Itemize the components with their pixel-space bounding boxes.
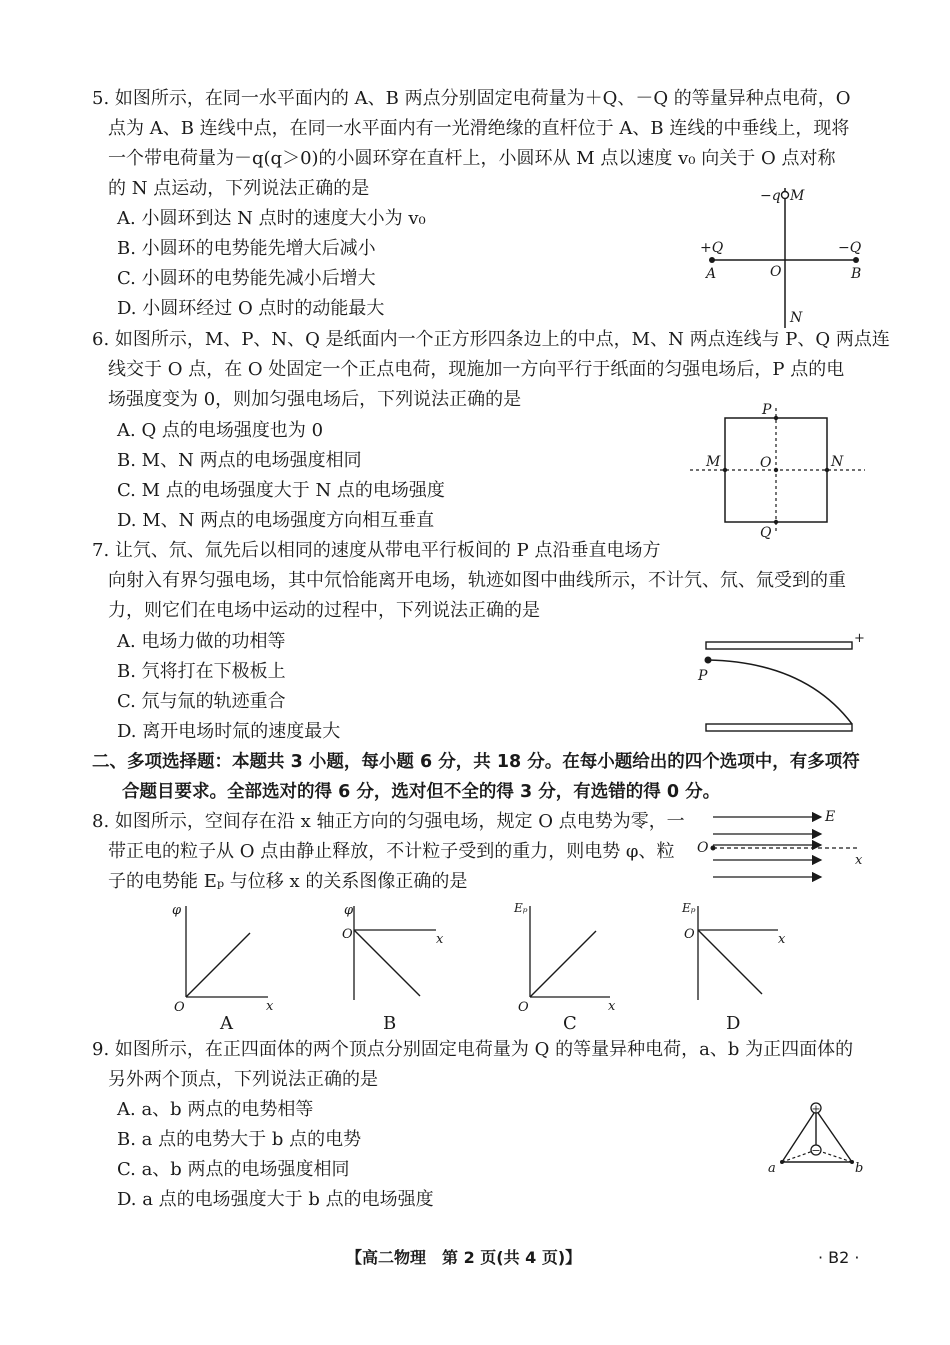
q6-label-m: M bbox=[706, 454, 721, 470]
q8-label-x: x bbox=[855, 853, 863, 868]
q9-label-b: b bbox=[855, 1161, 864, 1176]
q5-label-m: M bbox=[790, 188, 805, 204]
q6-line-2: 线交于 O 点，在 O 处固定一个正点电荷，现施加一方向平行于纸面的匀强电场后，P 点的电 bbox=[108, 359, 845, 380]
q7-option-b: B. 氕将打在下极板上 bbox=[117, 661, 286, 682]
q6-point-m bbox=[723, 468, 727, 472]
q9-edge-b-bottom bbox=[816, 1150, 852, 1162]
q9-line-2: 另外两个顶点，下列说法正确的是 bbox=[108, 1069, 378, 1090]
q6-label-o: O bbox=[760, 455, 772, 471]
q6-line-1: 6. 如图所示，M、P、N、Q 是纸面内一个正方形四条边上的中点，M、N 两点连线与 P、Q 两点连 bbox=[92, 329, 890, 350]
q8-graph-b bbox=[336, 900, 456, 1015]
q7-option-a: A. 电场力做的功相等 bbox=[117, 631, 286, 652]
q8-graph-b-y-label: φ bbox=[344, 903, 354, 918]
q8-line-3: 子的电势能 Eₚ 与位移 x 的关系图像正确的是 bbox=[108, 871, 468, 892]
q9-label-a: a bbox=[768, 1161, 776, 1176]
q8-graph-c-letter: C bbox=[563, 1013, 577, 1034]
q6-point-o bbox=[774, 468, 778, 472]
q5-option-b: B. 小圆环的电势能先增大后减小 bbox=[117, 238, 376, 259]
q9-point-a bbox=[780, 1160, 784, 1164]
q5-line-3: 一个带电荷量为－q(q＞0)的小圆环穿在直杆上，小圆环从 M 点以速度 v₀ 向关于 O 点对称 bbox=[108, 148, 836, 169]
q5-figure bbox=[700, 180, 870, 330]
q6-label-q: Q bbox=[760, 525, 772, 541]
q8-graph-c-origin: O bbox=[518, 1000, 529, 1015]
q8-graph-a-y-label: φ bbox=[172, 903, 182, 918]
q6-option-b: B. M、N 两点的电场强度相同 bbox=[117, 450, 362, 471]
q6-point-q bbox=[774, 520, 778, 524]
q7-lower-plate bbox=[706, 724, 852, 731]
q8-graph-a-line bbox=[186, 933, 250, 997]
q9-edge-top-b bbox=[816, 1110, 852, 1162]
q8-graph-c-x-label: x bbox=[608, 999, 616, 1014]
q9-minus-sign: − bbox=[811, 1144, 821, 1157]
q8-point-o bbox=[711, 846, 716, 851]
q8-line-1: 8. 如图所示，空间存在沿 x 轴正方向的匀强电场，规定 O 点电势为零，一 bbox=[92, 811, 685, 832]
q8-graph-d-line bbox=[698, 930, 762, 994]
q8-label-o: O bbox=[697, 840, 709, 856]
q7-option-d: D. 离开电场时氚的速度最大 bbox=[117, 721, 341, 742]
q5-charge-a bbox=[709, 257, 715, 263]
q8-graph-b-origin: O bbox=[342, 927, 353, 942]
q9-option-b: B. a 点的电势大于 b 点的电势 bbox=[117, 1129, 362, 1150]
q6-line-3: 场强度变为 0，则加匀强电场后，下列说法正确的是 bbox=[108, 389, 522, 410]
q8-graph-d-x-label: x bbox=[778, 932, 786, 947]
q5-option-c: C. 小圆环的电势能先减小后增大 bbox=[117, 268, 376, 289]
q6-option-c: C. M 点的电场强度大于 N 点的电场强度 bbox=[117, 480, 445, 501]
q8-graph-d-origin: O bbox=[684, 927, 695, 942]
q7-line-3: 力，则它们在电场中运动的过程中，下列说法正确的是 bbox=[108, 600, 540, 621]
q6-figure bbox=[690, 400, 870, 540]
q9-line-1: 9. 如图所示，在正四面体的两个顶点分别固定电荷量为 Q 的等量异种电荷，a、b 为正四面体的 bbox=[92, 1039, 854, 1060]
q7-option-c: C. 氘与氚的轨迹重合 bbox=[117, 691, 286, 712]
q9-option-a: A. a、b 两点的电势相等 bbox=[117, 1099, 314, 1120]
q5-label-plus-q: +Q bbox=[700, 240, 724, 256]
page-code: · B2 · bbox=[818, 1248, 860, 1267]
q7-line-1: 7. 让氕、氘、氚先后以相同的速度从带电平行板间的 P 点沿垂直电场方 bbox=[92, 540, 661, 561]
q7-point-p bbox=[705, 657, 712, 664]
q8-graph-a-letter: A bbox=[220, 1013, 233, 1034]
q7-figure bbox=[690, 628, 865, 738]
q8-graph-c bbox=[512, 900, 632, 1015]
q9-tetrahedron-figure bbox=[762, 1098, 872, 1183]
q5-ring bbox=[782, 192, 789, 199]
q9-plus-sign: + bbox=[811, 1102, 821, 1116]
q8-graph-d-letter: D bbox=[726, 1013, 741, 1034]
q5-line-1: 5. 如图所示，在同一水平面内的 A、B 两点分别固定电荷量为＋Q、－Q 的等量异种点电荷，O bbox=[92, 88, 851, 109]
section-2-line-2: 合题目要求。全部选对的得 6 分，选对但不全的得 3 分，有选错的得 0 分。 bbox=[122, 782, 721, 802]
q8-label-e: E bbox=[825, 809, 836, 825]
q5-label-n: N bbox=[790, 310, 803, 326]
q5-ring-label: −q bbox=[760, 188, 781, 204]
q6-option-d: D. M、N 两点的电场强度方向相互垂直 bbox=[117, 510, 435, 531]
q8-graph-a bbox=[168, 900, 288, 1015]
q5-option-d: D. 小圆环经过 O 点时的动能最大 bbox=[117, 298, 385, 319]
q6-point-p bbox=[774, 416, 778, 420]
q6-point-n bbox=[825, 468, 829, 472]
q7-upper-plate bbox=[706, 642, 852, 649]
q9-option-d: D. a 点的电场强度大于 b 点的电场强度 bbox=[117, 1189, 434, 1210]
section-2-line-1: 二、多项选择题：本题共 3 小题，每小题 6 分，共 18 分。在每小题给出的四个选项中，有多项符 bbox=[92, 752, 860, 772]
q5-label-a: A bbox=[706, 266, 717, 282]
q8-graph-a-origin: O bbox=[174, 1000, 185, 1015]
q9-point-b bbox=[850, 1160, 854, 1164]
q8-graph-d bbox=[680, 900, 800, 1015]
q5-label-b: B bbox=[851, 266, 862, 282]
q5-label-o: O bbox=[770, 264, 782, 280]
q8-graph-d-y-label: Eₚ bbox=[682, 901, 696, 915]
q8-line-2: 带正电的粒子从 O 点由静止释放，不计粒子受到的重力，则电势 φ、粒 bbox=[108, 841, 675, 862]
q5-charge-b bbox=[853, 257, 859, 263]
q8-graph-b-x-label: x bbox=[436, 932, 444, 947]
q6-label-p: P bbox=[762, 402, 772, 418]
q8-graph-b-line bbox=[354, 930, 420, 996]
q5-line-2: 点为 A、B 连线中点，在同一水平面内有一光滑绝缘的直杆位于 A、B 连线的中垂线上，现将 bbox=[108, 118, 850, 139]
q8-graph-b-letter: B bbox=[383, 1013, 397, 1034]
page-footer: 【高二物理 第 2 页(共 4 页)】 bbox=[346, 1248, 582, 1267]
q7-label-p: P bbox=[698, 668, 708, 684]
q7-line-2: 向射入有界匀强电场，其中氘恰能离开电场，轨迹如图中曲线所示，不计氕、氘、氚受到的重 bbox=[108, 570, 846, 591]
q9-option-c: C. a、b 两点的电场强度相同 bbox=[117, 1159, 350, 1180]
q8-graph-c-y-label: Eₚ bbox=[514, 901, 528, 915]
q5-line-4: 的 N 点运动，下列说法正确的是 bbox=[108, 178, 370, 199]
q6-label-n: N bbox=[831, 454, 844, 470]
q8-graph-a-x-label: x bbox=[266, 999, 274, 1014]
q8-graph-c-line bbox=[530, 931, 596, 997]
q8-field-figure bbox=[695, 808, 865, 888]
q5-label-minus-q: −Q bbox=[838, 240, 862, 256]
q6-option-a: A. Q 点的电场强度也为 0 bbox=[117, 420, 324, 441]
q7-trajectory bbox=[708, 660, 852, 724]
q5-option-a: A. 小圆环到达 N 点时的速度大小为 v₀ bbox=[117, 208, 426, 229]
q7-label-plus: + bbox=[854, 631, 865, 646]
